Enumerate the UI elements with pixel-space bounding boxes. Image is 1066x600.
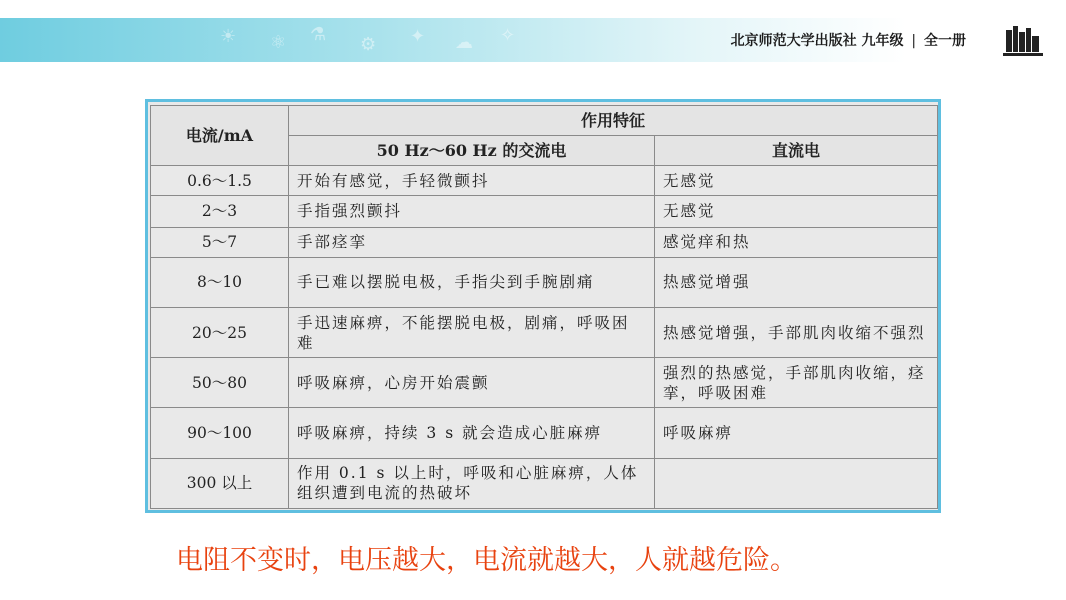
banner-decoration bbox=[210, 22, 540, 58]
header-ac: 50 Hz～60 Hz 的交流电 bbox=[289, 136, 655, 166]
table-row bbox=[151, 458, 938, 508]
atom-icon: ⚛ bbox=[270, 32, 287, 53]
cloud-icon: ☁ bbox=[455, 32, 473, 53]
volume-label: 全一册 bbox=[924, 33, 966, 49]
table-row bbox=[151, 358, 938, 408]
publisher-label bbox=[731, 30, 966, 50]
cell-ac: 开始有感觉，手轻微颤抖 bbox=[289, 166, 655, 196]
header-current: 电流/mA bbox=[151, 106, 289, 166]
cell-ac: 手指强烈颤抖 bbox=[289, 196, 655, 227]
conclusion-text: 电阻不变时，电压越大，电流就越大，人就越危险。 bbox=[176, 545, 797, 576]
grade-label: 九年级 bbox=[861, 33, 904, 49]
cell-current: 2～3 bbox=[151, 196, 289, 227]
flask-icon: ⚗ bbox=[310, 24, 327, 45]
current-effects-table bbox=[150, 105, 938, 509]
lightbulb-icon: ☀ bbox=[220, 26, 237, 47]
cell-dc: 感觉痒和热 bbox=[655, 227, 938, 257]
cell-dc: 无感觉 bbox=[655, 166, 938, 196]
table-row bbox=[151, 227, 938, 257]
cell-ac: 手已难以摆脱电极，手指尖到手腕剧痛 bbox=[289, 257, 655, 307]
cell-dc: 强烈的热感觉，手部肌肉收缩，痉挛，呼吸困难 bbox=[655, 358, 938, 408]
table-row bbox=[151, 166, 938, 196]
compass-icon: ✧ bbox=[500, 25, 516, 46]
star-icon: ✦ bbox=[410, 26, 426, 47]
header-effect: 作用特征 bbox=[289, 106, 938, 136]
cell-current: 5～7 bbox=[151, 227, 289, 257]
separator: | bbox=[911, 33, 917, 49]
cell-dc: 热感觉增强 bbox=[655, 257, 938, 307]
cell-ac: 作用 0.1 s 以上时，呼吸和心脏麻痹，人体组织遭到电流的热破坏 bbox=[289, 458, 655, 508]
cell-ac: 呼吸麻痹，持续 3 s 就会造成心脏麻痹 bbox=[289, 408, 655, 458]
current-effects-table-frame bbox=[145, 99, 941, 513]
cell-dc: 热感觉增强，手部肌肉收缩不强烈 bbox=[655, 307, 938, 357]
books-icon bbox=[1002, 22, 1044, 58]
cell-dc: 呼吸麻痹 bbox=[655, 408, 938, 458]
cell-ac: 呼吸麻痹，心房开始震颤 bbox=[289, 358, 655, 408]
table-row bbox=[151, 196, 938, 227]
cell-ac: 手迅速麻痹，不能摆脱电极，剧痛，呼吸困难 bbox=[289, 307, 655, 357]
header-dc: 直流电 bbox=[655, 136, 938, 166]
cell-current: 8～10 bbox=[151, 257, 289, 307]
cell-current: 300 以上 bbox=[151, 458, 289, 508]
header-banner bbox=[0, 18, 1066, 62]
gear-icon: ⚙ bbox=[360, 34, 377, 55]
table-row bbox=[151, 307, 938, 357]
table-row bbox=[151, 408, 938, 458]
cell-current: 50～80 bbox=[151, 358, 289, 408]
cell-current: 0.6～1.5 bbox=[151, 166, 289, 196]
cell-current: 20～25 bbox=[151, 307, 289, 357]
cell-ac: 手部痉挛 bbox=[289, 227, 655, 257]
table-row bbox=[151, 257, 938, 307]
publisher-name: 北京师范大学出版社 bbox=[730, 33, 857, 49]
cell-dc bbox=[655, 458, 938, 508]
cell-current: 90～100 bbox=[151, 408, 289, 458]
cell-dc: 无感觉 bbox=[655, 196, 938, 227]
